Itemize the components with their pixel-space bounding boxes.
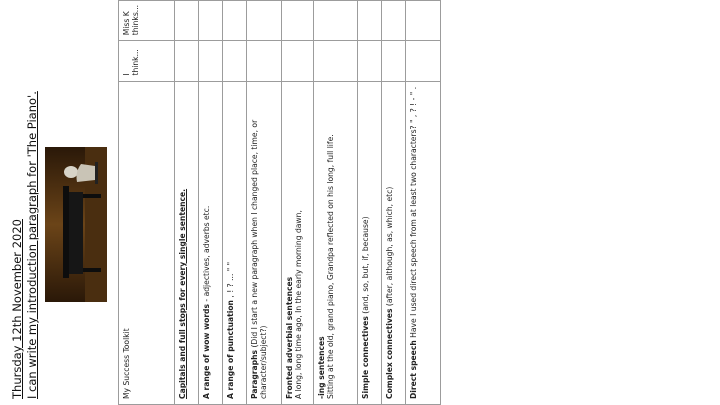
teacher-check-cell[interactable]: [358, 1, 382, 41]
criterion-title: A range of punctuation: [226, 300, 235, 399]
criterion-cell: [282, 81, 314, 404]
criterion-title: Complex connectives: [385, 308, 394, 399]
teacher-check-cell[interactable]: [199, 1, 223, 41]
piano-illustration: [45, 147, 107, 302]
piano-image: [45, 147, 107, 302]
table-row: [247, 1, 282, 405]
self-check-cell[interactable]: [358, 41, 382, 81]
table-row: [223, 1, 247, 405]
criterion-title: Paragraphs: [250, 349, 259, 399]
criterion-title: Fronted adverbial sentences: [285, 276, 294, 399]
criterion-cell: [382, 81, 406, 404]
self-assessment-header: I think...: [119, 41, 175, 81]
teacher-assessment-header: Miss K thinks...: [119, 1, 175, 41]
criterion-title: Direct speech: [409, 340, 418, 399]
criterion-detail: , ! ? ... " ": [226, 261, 235, 301]
self-check-cell[interactable]: [223, 41, 247, 81]
table-row: [358, 1, 382, 405]
teacher-check-cell[interactable]: [382, 1, 406, 41]
self-check-cell[interactable]: [282, 41, 314, 81]
table-row: [406, 1, 441, 405]
criterion-detail: (after, although, as, which, etc): [385, 186, 394, 309]
criterion-cell: [247, 81, 282, 404]
success-toolkit-table: [118, 0, 441, 405]
teacher-check-cell[interactable]: [314, 1, 358, 41]
criterion-cell: [406, 81, 441, 404]
date-heading: Thursday 12th November 2020: [10, 219, 24, 399]
self-check-cell[interactable]: [199, 41, 223, 81]
teacher-check-cell[interactable]: [282, 1, 314, 41]
table-row: [282, 1, 314, 405]
criterion-cell: [223, 81, 247, 404]
teacher-check-cell[interactable]: [247, 1, 282, 41]
criterion-detail: Sitting at the old, grand piano, Grandpa reflected on his long, full life.: [326, 134, 336, 399]
self-check-cell[interactable]: [406, 41, 441, 81]
criterion-detail: Have I used direct speech from at least two characters? " , ? ! - " .: [409, 86, 418, 341]
table-row: [382, 1, 406, 405]
criterion-title: Capitals and full stops for every single sentence.: [178, 188, 187, 399]
criterion-title: -ing sentences: [317, 336, 326, 399]
criterion-detail: (Did I start a new paragraph when I changed place, time, or character/subject?): [250, 119, 269, 399]
criterion-detail: - adjectives, adverbs etc.: [202, 205, 211, 304]
criterion-cell: [358, 81, 382, 404]
criterion-title: A range of wow words: [202, 303, 211, 399]
teacher-check-cell[interactable]: [406, 1, 441, 41]
table-row: [199, 1, 223, 405]
criterion-cell: [314, 81, 358, 404]
teacher-check-cell[interactable]: [175, 1, 199, 41]
criterion-title: Simple connectives: [361, 316, 370, 399]
self-check-cell[interactable]: [382, 41, 406, 81]
self-check-cell[interactable]: [314, 41, 358, 81]
criterion-detail: A long, long time ago, In the early morning dawn,: [294, 210, 304, 399]
table-row: [175, 1, 199, 405]
self-check-cell[interactable]: [247, 41, 282, 81]
toolkit-title: My Success Toolkit: [119, 81, 175, 404]
criterion-cell: [199, 81, 223, 404]
table-header-row: [119, 1, 175, 405]
table-row: [314, 1, 358, 405]
learning-objective: I can write my introduction paragraph for 'The Piano'.: [25, 91, 39, 399]
self-check-cell[interactable]: [175, 41, 199, 81]
teacher-check-cell[interactable]: [223, 1, 247, 41]
criterion-detail: (and, so, but, if, because): [361, 216, 370, 317]
criterion-cell: [175, 81, 199, 404]
